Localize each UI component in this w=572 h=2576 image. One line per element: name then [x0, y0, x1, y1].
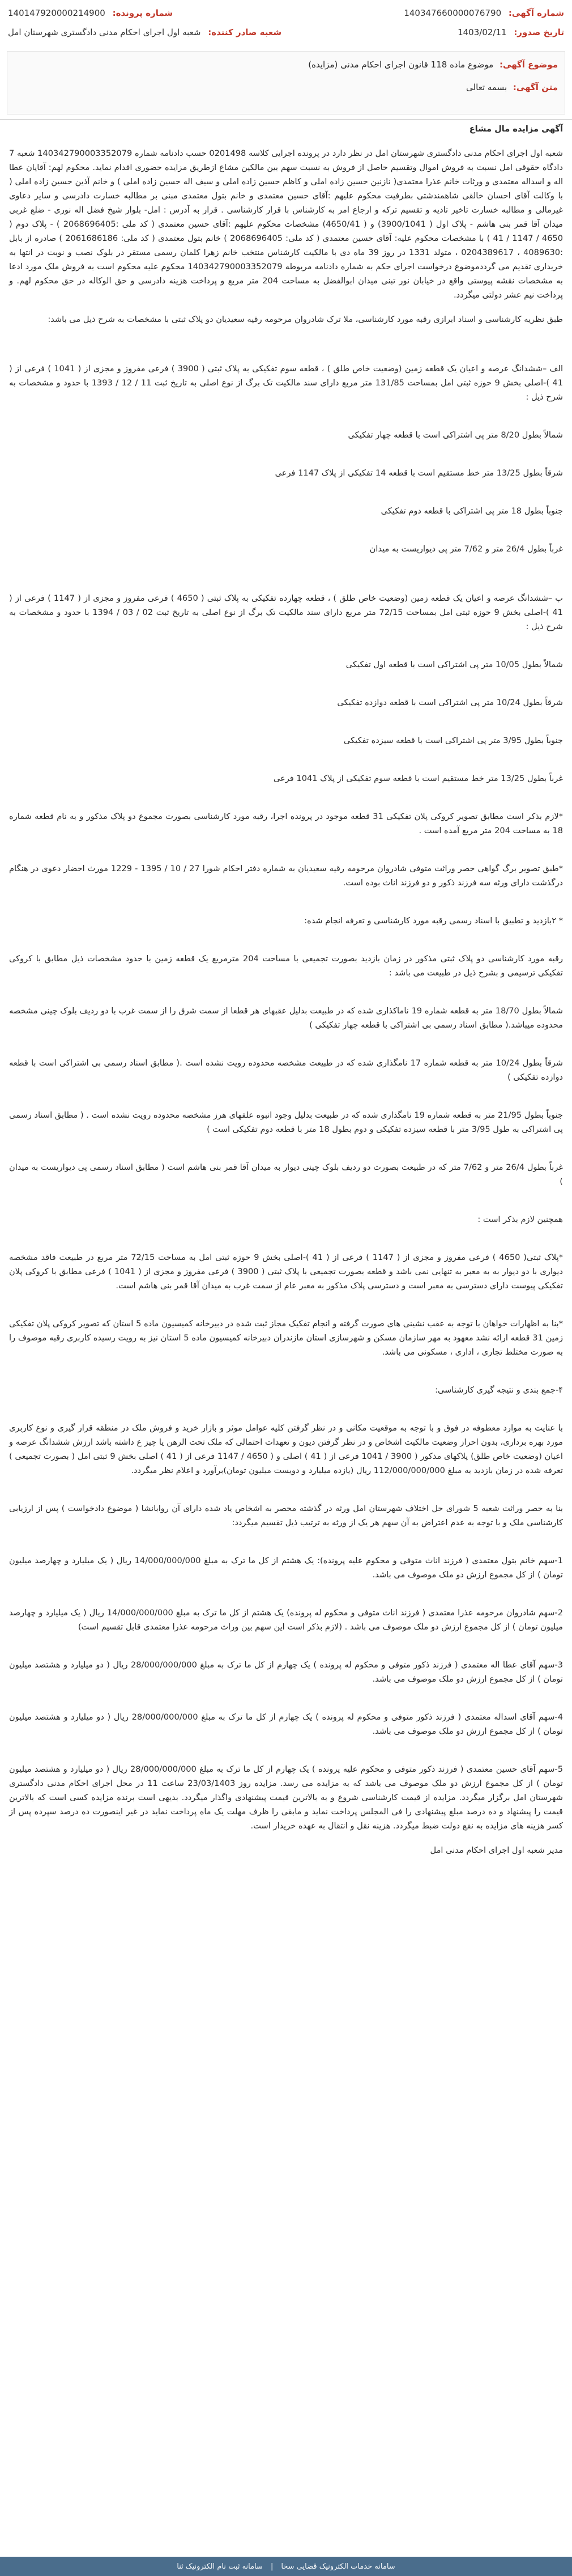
lot-b-east: شرقاً بطول 10/24 متر پی اشتراکی است با قطعه دوازده تفکیکی [337, 698, 563, 707]
ad-number-label: شماره آگهی: [508, 8, 564, 18]
summary-paragraph: طبق نظریه کارشناسی و اسناد ابرازی رقبه مورد کارشناسی، ملا ترک شادروان مرحومه رقیه سعیدیان دو پلاک ثبتی با مشخصات به شرح ذیل می باشد: [48, 315, 563, 324]
note-3: *پلاک ثبتی( 4650 ) فرعی مفروز و مجزی از ( 1147 ) فرعی از ( 41 )-اصلی بخش 9 حوزه ثبتی امل به مساحت 72/15 متر مربع در طبیعت فاقد مشخصه دیواری با دو دیوار به به معبر به تنهایی نمی باشد و قطعه بصورت تجمیعی با پلاک ثبتی ( 3900 ) فرعی مفروز و مجزی از ( 1041 ) فرعی مطابق با کروکی پلان تفکیکی پیوست دارای دسترسی به معبر است و دسترسی پلاک مذکور به معبر عام از سمت غرب به میدان آقا قمر بنی هاشم است. [9, 1253, 563, 1291]
section-2-heading: * ۲بازدید و تطبیق با اسناد رسمی رقبه مورد کارشناسی و تعرفه انجام شده: [304, 916, 563, 926]
lot-b-west: غرباً بطول 13/25 متر خط مستقیم است با قطعه سوم تفکیکی از پلاک 1041 فرعی [273, 774, 563, 783]
note-2: *طبق تصویر برگ گواهی حصر وراثت متوفی شادروان مرحومه رقیه سعیدیان به شماره دفتر احکام شورا 27 / 10 / 1395 - 1229 مورث احضار دعوی در هنگام درگذشت دارای ورثه سه فرزند ذکور و دو فرزند اناث بوده است. [9, 864, 564, 888]
text-value: بسمه تعالی [466, 82, 507, 92]
footer-separator: | [270, 2562, 274, 2571]
share-2: 2-سهم شادروان مرحومه عذرا معتمدی ( فرزند اناث متوفی و محکوم له پرونده) یک هشتم از کل ما ترک به مبلغ 14/000/000/000 ریال ( یک میلیارد و چهارصد میلیون تومان ) از کل مجموع ارزش دو ملک موصوف می باشد . (لازم بذکر است این سهم بین وراث مرحومه عذرا معتمدی قابل تقسیم است) [9, 1608, 563, 1632]
section-5-text: بنا به حصر وراثت شعبه 5 شورای حل اختلاف شهرستان امل ورثه در گذشته محصر به اشخاص یاد شده دارای آن روابانشا ( موضوع دادخواست ) پس از ارزیابی کارشناسی ملک و با توجه به عدم اعتراض به آن سهم هر یک از ورثه به ترتیب ذیل تقسیم میگردد: [9, 1504, 563, 1527]
issue-date-label: تاریخ صدور: [514, 27, 564, 37]
subject-value: موضوع ماده 118 قانون اجرای احکام مدنی (مزایده) [308, 60, 494, 70]
lot-b-title: ب –ششدانگ عرصه و اعیان یک قطعه زمین (وضعیت خاص طلق ) ، قطعه چهارده تفکیکی به پلاک ثبتی ( 4650 ) فرعی مفروز و مجزی از ( 1147 ) فرعی از ( 41 )-اصلی بخش 9 حوزه ثبتی امل بمساحت 72/15 متر مربع دارای سند مالکیت تک برگ از نوع اصلی به تاریخ ثبت 02 / 03 / 1394 با حدود و مشخصات به شرح ذیل : [9, 593, 563, 631]
section-2-text: رقبه مورد کارشناسی دو پلاک ثبتی مذکور در زمان بازدید بصورت تجمیعی با مساحت 204 مترمربع یک قطعه زمین با حدود مشخصات ذیل مطابق با کروکی تفکیکی ترسیمی و بشرح ذیل در طبیعت می باشد : [9, 954, 563, 978]
issue-date-value: 1403/02/11 [458, 27, 507, 37]
s2-east: شرقاً بطول 10/24 متر به قطعه شماره 17 نامگذاری شده که در طبیعت مشخصه محدوده رویت نشده است .( مطابق اسناد رسمی بی اشتراکی است با قطعه دوازده تفکیکی ) [9, 1058, 563, 1082]
footer-link-sana[interactable]: سامانه ثبت نام الکترونیک ثنا [177, 2562, 263, 2571]
subject-row [308, 60, 558, 70]
notice-body [9, 122, 563, 1868]
issuer [8, 27, 281, 37]
section-4-text: با عنایت به موارد معطوفه در فوق و با توجه به موقعیت مکانی و در نظر گرفتن کلیه عوامل موثر و بازار خرید و فروش ملک در منطقه قرار گیری و نوع کاربری مورد بهره برداری، بدون احراز وضعیت مالکیت اشخاص و در نظر گرفتن دیون و تعهدات احتمالی که ملک تحت الرهن یا چیز ع داشته باشد ارزش ششدانگ عرصه و اعیان (وضعیت خاص طلق) پلاکهای مذکور ( 3900 / 1041 فرعی از ( 41 ) اصلی و ( 4650 / 1147 فرعی از ( 41 ) اصلی بخش 9 ثبتی امل ( بصورت تجمیعی ) تعرفه شده در زمان بازدید به مبلغ 112/000/000/000 ریال (یازده میلیارد و دویست میلیون تومان)برآورد و اعلام نظر میگردد. [9, 1423, 563, 1475]
ad-number-value: 140347660000076790 [404, 8, 502, 18]
s2-west: غرباً بطول 26/4 متر و 7/62 متر که در طبیعت بصورت دو ردیف بلوک چینی دیوار به میدان آقا قمر بنی هاشم است ( مطابق اسناد رسمی پی دیواریست به میدان ) [9, 1162, 564, 1186]
lot-a-west: غرباً بطول 26/4 متر و 7/62 متر پی دیواریست به میدان [369, 544, 563, 554]
notice-header [0, 0, 572, 120]
share-1: 1-سهم خانم بتول معتمدی ( فرزند اناث متوفی و محکوم علیه پرونده): یک هشتم از کل ما ترک به مبلغ 14/000/000/000 ریال ( یک میلیارد و چهارصد میلیون تومان ) از کل مجموع ارزش دو ملک موصوف می باشد. [9, 1556, 563, 1580]
share-3: 3-سهم آقای عطا اله معتمدی ( فرزند ذکور متوفی و محکوم له پرونده ) یک چهارم از کل ما ترک به مبلغ 28/000/000/000 ریال ( دو میلیارد و هشتصد میلیون تومان ) از کل مجموع ارزش دو ملک موصوف می باشد. [9, 1660, 564, 1684]
issue-date [458, 27, 564, 37]
case-number-label: شماره پرونده: [112, 8, 173, 18]
ad-number [404, 8, 564, 18]
notice-meta-box [7, 51, 565, 114]
lot-a-north: شمالاً بطول 8/20 متر پی اشتراکی است با قطعه چهار تفکیکی [348, 430, 563, 440]
case-number [8, 8, 173, 18]
share-4: 4-سهم آقای اسداله معتمدی ( فرزند ذکور متوفی و محکوم له پرونده ) یک چهارم از کل ما ترک به مبلغ 28/000/000/000 ریال ( دو میلیارد و هشتصد میلیون تومان ) از کل مجموع ارزش دو ملک موصوف می باشد. [9, 1712, 563, 1736]
issuer-label: شعبه صادر کننده: [208, 27, 282, 37]
lot-a-south: جنوباً بطول 18 متر پی اشتراکی با قطعه دوم تفکیکی [381, 506, 563, 516]
subject-label: موضوع آگهی: [499, 60, 558, 70]
footer-link-sakha[interactable]: سامانه خدمات الکترونیک قضایی سخا [281, 2562, 395, 2571]
lot-a-title: الف –ششدانگ عرصه و اعیان یک قطعه زمین (وضعیت خاص طلق ) ، قطعه سوم تفکیکی به پلاک ثبتی ( 3900 ) فرعی مفروز و مجزی از ( 1041 ) فرعی از ( 41 )-اصلی بخش 9 حوزه ثبتی امل بمساحت 131/85 متر مربع دارای سند مالکیت تک برگ از نوع اصلی به تاریخ ثبت 11 / 12 / 1393 با حدود و مشخصات به شرح ذیل : [9, 364, 563, 402]
text-label: متن آگهی: [513, 82, 558, 92]
lot-a-east: شرقاً بطول 13/25 متر خط مستقیم است با قطعه 14 تفکیکی از پلاک 1147 فرعی [275, 468, 563, 478]
notice-title: آگهی مزایده مال مشاع [469, 124, 563, 134]
note-1: *لازم بذکر است مطابق تصویر کروکی پلان تفکیکی 31 قطعه موجود در پرونده اجرا، رقبه مورد کارشناسی بصورت مجموع دو پلاک مذکور و به نام قطعه شماره 18 به مساحت 204 متر مربع آمده است . [9, 812, 564, 835]
text-row [466, 82, 558, 92]
issuer-value: شعبه اول اجرای احکام مدنی دادگستری شهرستان امل [8, 27, 201, 37]
s2-south: جنوباً بطول 21/95 متر به قطعه شماره 19 نامگذاری شده که در طبیعت بدلیل وجود انبوه علفهای هرز مشخصه محدوده رویت نشده است . ( مطابق اسناد رسمی پی اشتراکی به طول 3/95 متر با قطعه سیزده تفکیکی و دوم بطول 18 متر با قطعه دوم تفکیکی است ) [9, 1110, 563, 1134]
s2-north: شمالاً بطول 18/70 متر به قطعه شماره 19 ناماکذاری شده که در طبیعت بدلیل عقبهای هر قطعا از سمت شرق را از سمت غرب با دو ردیف بلوک چینی مشخصه محدوده میباشد.( مطابق اسناد رسمی بی اشتراکی با قطعه چهار تفکیکی ) [9, 1006, 563, 1030]
note-4: *بنا به اظهارات خواهان با توجه به عقب نشینی های صورت گرفته و انجام تفکیک مجاز ثبت شده در دبیرخانه کمیسیون ماده 5 استان که تصویر کروکی پلان تفکیکی زمین 31 قطعه ارائه نشد معهود به مهر سازمان مسکن و شهرسازی استان مازندران دبیرخانه کمیسیون ماده 5 استان نیز به رویت رسیده کاربری رقبه موصوف را به صورت مختلط تجاری ، اداری ، مسکونی می باشد. [9, 1319, 564, 1357]
also-note: همچنین لازم بذکر است : [477, 1215, 563, 1224]
intro-paragraph: شعبه اول اجرای احکام مدنی دادگستری شهرستان امل در نظر دارد در پرونده اجرایی کلاسه 0201498 حسب دادنامه شماره 140342790003352079 شعبه 7 دادگاه حقوقی امل نسبت به فروش اموال وتقسیم حاصل از فروش به نسبت سهم بین مالکین مشاع ازطریق مزایده حضوری اقدام نماید. محکوم لهم: آقایان عطا اله و اسداله معتمدی و ورثات خانم عذرا معتمدی( نازنین حسین زاده املی و کاظم حسین زاده املی و سیف اله حسین زاده املی ) و خانم آذین حسین زاده املی ( با وکالت آقای احسان خالقی شاهمندشتی بطرفیت محکوم علیهم :آقای حسین معتمدی و خانم بتول معتمدی مبنی بر مطالبه خسارت دادرسی و سایر دعاوی غیرمالی و مطالبه خسارت تاخیر تادیه و تقسیم ترکه و ارجاع امر به کارشناس با قرار کارشناسی . قرار به آدرس : امل- بلوار شیخ فضل اله نوری - ضلع غربی میدان آقا قمر بنی هاشم - پلاک اول ( 3900/1041) و ( 4650/41) مشخصات محکوم علیهم :آقای حسین معتمدی ( کد ملی :2068696405 ) - پلاک دوم ( 4650 / 1147 / 41 ) با مشخصات محکوم علیه: آقای حسین معتمدی ( کد ملی: 2068696405 ) خانم بتول معتمدی ( کد ملی: 2061686186 ) صادره از بابل :4089630 ، 0204389617 ، متولد 1331 در روز 39 ماه دی با مالکیت کارشناس منتخب خانم زهرا کلمان رسمی مستقر در بلوک نصب و نوبت در انتها به خریداری تقدیم می گرددموضوع درخواست اجرای حکم به شماره دادنامه مربوطه 140342790003352079 محکوم علیه محکوم است به فروش ملک مورد ادعا به مشخصات نقشه پیوستی واقع در خیابان نور تبنی میدان ابوالفضل به مساحت 204 متر مربع و پرداخت هزینه دادرسی و حق الوکاله در حق محکوم لهم. و پرداخت نیم عشر دولتی میگردد. [9, 148, 564, 300]
signature: مدیر شعبه اول اجرای احکام مدنی امل [430, 1845, 563, 1855]
site-footer [0, 2557, 572, 2576]
lot-b-south: جنوباً بطول 3/95 متر پی اشتراکی است با قطعه سیزده تفکیکی [343, 736, 563, 745]
lot-b-north: شمالاً بطول 10/05 متر پی اشتراکی است با قطعه اول تفکیکی [345, 660, 563, 669]
section-4-heading: ۴-جمع بندی و نتیجه گیری کارشناسی: [435, 1385, 563, 1395]
case-number-value: 140147920000214900 [8, 8, 105, 18]
share-5: 5-سهم آقای حسین معتمدی ( فرزند ذکور متوفی و محکوم علیه پرونده ) یک چهارم از کل ما ترک به مبلغ 28/000/000/000 ریال ( دو میلیارد و هشتصد میلیون تومان ) از کل مجموع ارزش دو ملک موصوف می باشد که به مزایده می رسد. مزایده روز 23/03/1403 ساعت 11 در محل اجرای احکام مدنی دادگستری شهرستان امل برگزار میگردد. مزایده از قیمت کارشناسی شروع و به بالاترین قیمت پیشنهادی واگذار میگردد. بدیهی است برنده مزایده کسی است که بالاترین قیمت را پیشنهاد و ده درصد مبلغ پیشنهادی را فی المجلس پرداخت نماید و مابقی را ظرف مهلت یک ماه پرداخت نماید در غیر اینصورت ده درصد سپرده پس از کسر هزینه های مزایده به نفع دولت ضبط میگردد. هزینه نقل و انتقال به عهده خریدار است. [9, 1764, 563, 1831]
